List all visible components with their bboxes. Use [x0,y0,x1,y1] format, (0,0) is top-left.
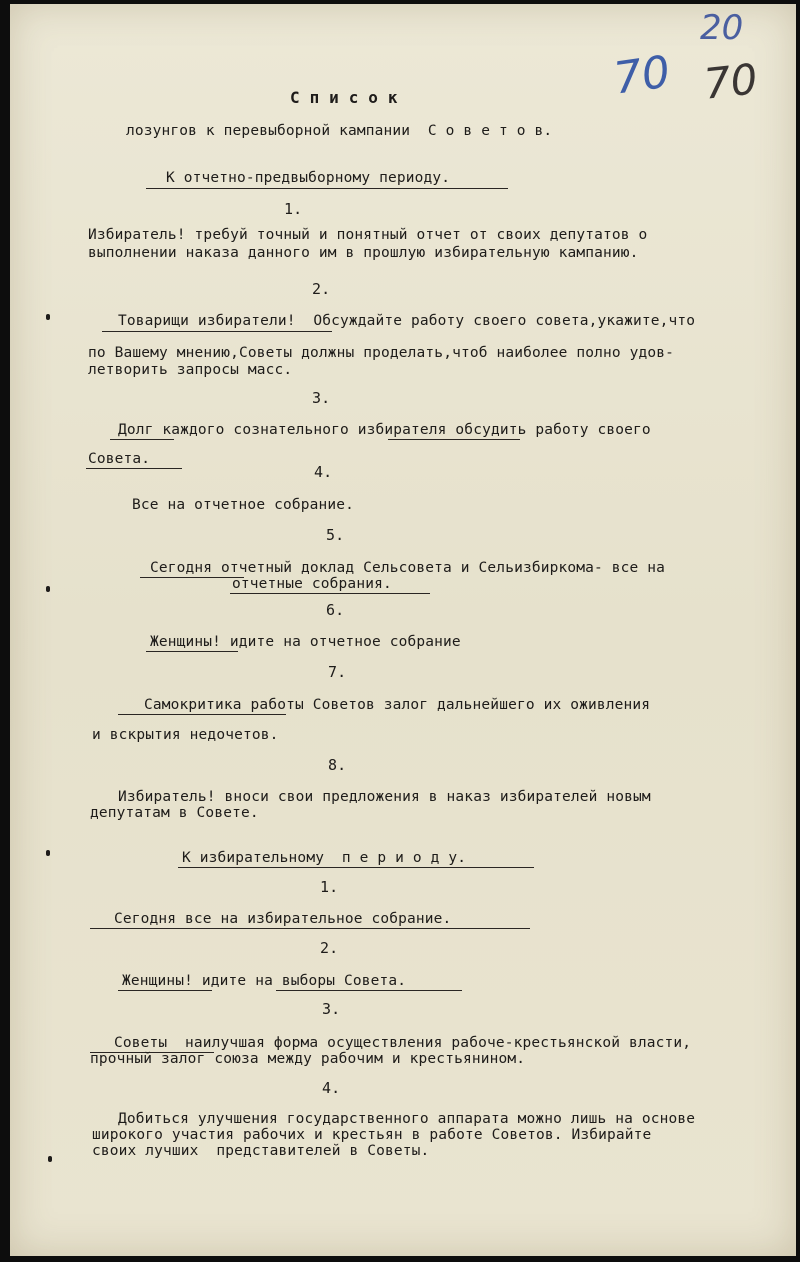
document-subtitle: лозунгов к перевыборной кампании С о в е т о в. [126,123,553,139]
slogan-line: по Вашему мнению,Советы должны проделать,чтоб наиболее полно удов- [88,345,675,361]
underline [178,867,534,868]
slogan-line: Женщины! идите на выборы Совета. [122,973,407,989]
slogan-number: 5. [326,526,345,544]
underline [118,990,212,991]
section-heading-1: К отчетно-предвыборному периоду. [166,170,451,186]
slogan-line: отчетные собрания. [232,576,392,592]
underline [146,188,508,189]
slogan-number: 3. [322,1000,341,1018]
slogan-line: депутатам в Совете. [90,805,259,821]
slogan-number: 1. [320,878,339,896]
margin-mark [46,850,50,856]
slogan-number: 3. [312,389,331,407]
underline [146,651,238,652]
section-heading-2: К избирательному п е р и о д у. [182,850,467,866]
underline [90,928,530,929]
slogan-number: 2. [312,280,331,298]
underline [102,331,332,332]
document-title: С п и с о к [290,88,398,107]
slogan-line: и вскрытия недочетов. [92,727,279,743]
slogan-number: 1. [284,200,303,218]
slogan-line: широкого участия рабочих и крестьян в работе Советов. Избирайте [92,1127,652,1143]
slogan-line: Избиратель! требуй точный и понятный отчет от своих депутатов о [88,227,648,243]
slogan-number: 7. [328,663,347,681]
slogan-line: Сегодня все на избирательное собрание. [114,911,452,927]
slogan-line: Сегодня отчетный доклад Сельсовета и Сельизбиркома- все на [150,560,666,576]
blue-folio-mark: 70 [610,46,674,105]
slogan-line: своих лучших представителей в Советы. [92,1143,430,1159]
slogan-number: 4. [314,463,333,481]
slogan-line: летворить запросы масс. [88,362,293,378]
slogan-number: 4. [322,1079,341,1097]
underline [388,439,520,440]
underline [110,439,174,440]
slogan-line: Совета. [88,451,151,467]
underline [86,468,182,469]
slogan-line: Товарищи избиратели! Обсуждайте работу своего совета,укажите,что [118,313,696,329]
pencil-folio-mark: 70 [701,54,760,109]
slogan-line: Советы наилучшая форма осуществления рабоче-крестьянской власти, [114,1035,692,1051]
slogan-line: Добиться улучшения государственного аппарата можно лишь на основе [118,1111,696,1127]
slogan-line: Избиратель! вноси свои предложения в наказ избирателей новым [118,789,651,805]
slogan-number: 6. [326,601,345,619]
slogan-number: 8. [328,756,347,774]
underline [276,990,462,991]
margin-mark [48,1156,52,1162]
slogan-line: прочный залог союза между рабочим и крестьянином. [90,1051,526,1067]
slogan-number: 2. [320,939,339,957]
slogan-line: выполнении наказа данного им в прошлую избирательную кампанию. [88,245,639,261]
underline [140,577,244,578]
slogan-line: Долг каждого сознательного избирателя обсудить работу своего [118,422,651,438]
margin-mark [46,586,50,592]
underline [118,714,286,715]
document-page [10,4,796,1256]
margin-mark [46,314,50,320]
archive-page-number: 20 [700,8,744,48]
underline [230,593,430,594]
slogan-line: Самокритика работы Советов залог дальнейшего их оживления [144,697,651,713]
slogan-line: Все на отчетное собрание. [132,497,354,513]
slogan-line: Женщины! идите на отчетное собрание [150,634,461,650]
